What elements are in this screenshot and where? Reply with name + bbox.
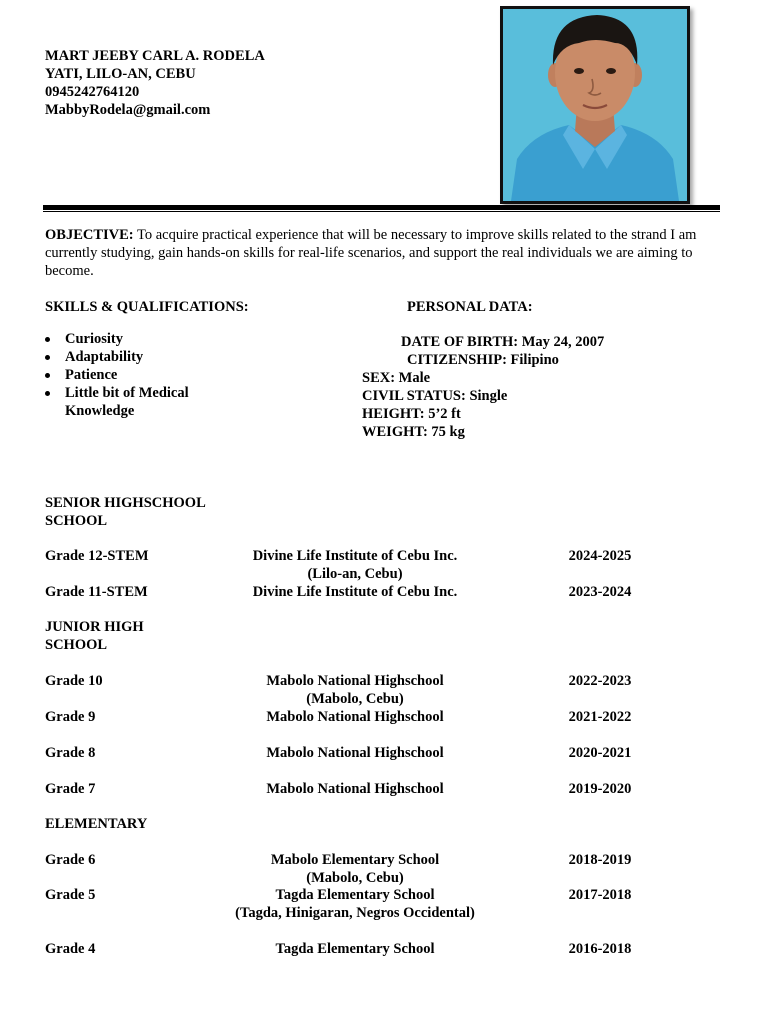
school-name: Tagda Elementary School [275,887,435,903]
civil-status: CIVIL STATUS: Single [362,388,508,404]
skills-list [45,330,345,420]
school-name: Mabolo National Highschool [266,709,444,725]
education-school [210,583,500,601]
education-years: 2018-2019 [568,852,632,868]
education-grade: Grade 12-STEM [45,548,149,564]
education-school [210,851,500,887]
senior-high-heading: SENIOR HIGHSCHOOL SCHOOL [45,495,205,529]
sex: SEX: Male [362,370,431,386]
portrait-illustration [503,9,687,201]
education-school [210,708,500,726]
education-grade: Grade 5 [45,887,96,903]
citizenship: CITIZENSHIP: Filipino [407,352,559,368]
personal-data-heading: PERSONAL DATA: [407,299,533,315]
education-school [210,886,500,922]
education-grade: Grade 6 [45,852,96,868]
education-years: 2024-2025 [568,548,632,564]
education-years: 2023-2024 [568,584,632,600]
header-divider-thin [43,211,720,212]
education-years: 2020-2021 [568,745,632,761]
junior-high-heading: JUNIOR HIGH SCHOOL [45,619,144,653]
profile-photo [500,6,690,204]
education-school [210,744,500,762]
school-location: (Mabolo, Cebu) [306,691,404,707]
date-of-birth: DATE OF BIRTH: May 24, 2007 [401,334,605,350]
education-years: 2016-2018 [568,941,632,957]
education-years: 2017-2018 [568,887,632,903]
school-location: (Lilo-an, Cebu) [307,566,403,582]
school-name: Mabolo National Highschool [266,781,444,797]
weight: WEIGHT: 75 kg [362,424,465,440]
email-address: MabbyRodela@gmail.com [45,102,211,118]
skill-item: Curiosity [45,330,345,348]
education-grade: Grade 9 [45,709,96,725]
address: YATI, LILO-AN, CEBU [45,66,196,82]
school-name: Divine Life Institute of Cebu Inc. [252,584,458,600]
education-years: 2019-2020 [568,781,632,797]
education-grade: Grade 7 [45,781,96,797]
header-divider [43,205,720,210]
elementary-heading: ELEMENTARY [45,816,148,832]
skill-item: Adaptability [45,348,345,366]
school-name: Mabolo National Highschool [266,673,444,689]
height: HEIGHT: 5’2 ft [362,406,461,422]
skill-item: Little bit of Medical Knowledge [45,384,205,420]
objective-paragraph [45,226,715,280]
school-name: Tagda Elementary School [275,941,435,957]
objective-label: OBJECTIVE: [45,227,134,243]
school-location: (Tagda, Hinigaran, Negros Occidental) [235,905,475,921]
education-years: 2021-2022 [568,709,632,725]
objective-text: To acquire practical experience that will be necessary to improve skills related to the strand I am currently studying, gain hands-on skills for real-life scenarios, and support the real individuals we are aiming to become. [45,227,697,279]
education-grade: Grade 8 [45,745,96,761]
skill-item: Patience [45,366,345,384]
school-name: Mabolo Elementary School [270,852,440,868]
contact-block [45,47,265,119]
school-name: Divine Life Institute of Cebu Inc. [252,548,458,564]
education-grade: Grade 4 [45,941,96,957]
school-location: (Mabolo, Cebu) [306,870,404,886]
skills-heading: SKILLS & QUALIFICATIONS: [45,299,249,315]
education-grade: Grade 11-STEM [45,584,148,600]
school-name: Mabolo National Highschool [266,745,444,761]
education-grade: Grade 10 [45,673,103,689]
education-school [210,547,500,583]
education-years: 2022-2023 [568,673,632,689]
phone-number: 0945242764120 [45,84,140,100]
education-school [210,672,500,708]
education-school [210,780,500,798]
education-school [210,940,500,958]
candidate-name: MART JEEBY CARL A. RODELA [45,48,265,64]
